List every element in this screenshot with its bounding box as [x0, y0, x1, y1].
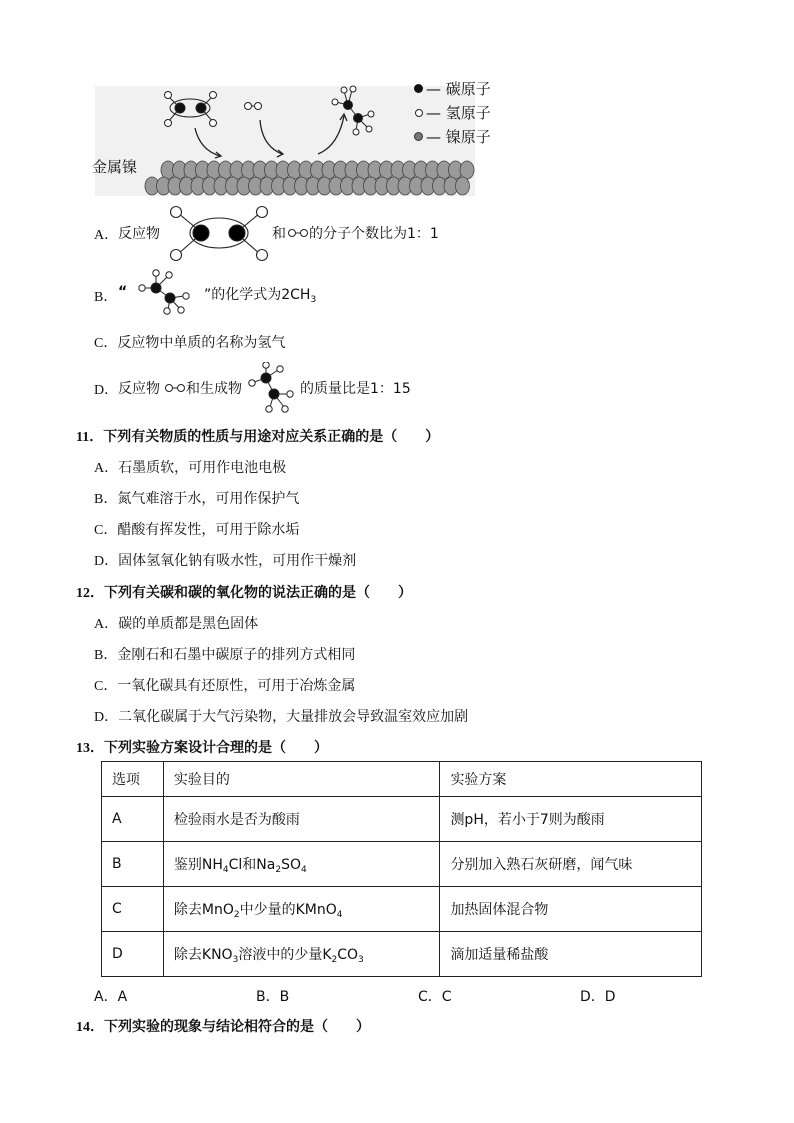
- table-cell-option: D: [102, 932, 164, 977]
- figure-legend: — 碳原子 — 氢原子 — 镍原子: [414, 78, 524, 150]
- metal-nickel-label: 金属镍: [92, 158, 138, 176]
- nickel-atom-icon: [414, 132, 423, 141]
- carbon-atom-icon: [414, 84, 423, 93]
- table-row: [102, 932, 702, 977]
- table-row: [102, 797, 702, 842]
- q13-answer-b: B．B: [256, 989, 290, 1005]
- q13-answer-a: A．A: [94, 989, 128, 1005]
- nickel-atom: [456, 177, 470, 195]
- nickel-atom: [460, 161, 474, 179]
- nickel-atom-layer: [145, 161, 474, 195]
- q11-option-a: A．石墨质软，可用作电池电极: [94, 460, 287, 476]
- experiment-table: [101, 761, 702, 977]
- table-header: 实验方案: [440, 762, 702, 797]
- hydrogen-atom-icon: [415, 109, 423, 117]
- table-cell-option: B: [102, 842, 164, 887]
- table-cell-plan: 滴加适量稀盐酸: [440, 932, 702, 977]
- table-cell-plan: 分别加入熟石灰研磨，闻气味: [440, 842, 702, 887]
- q12-stem: 12．下列有关碳和碳的氧化物的说法正确的是（ ）: [76, 585, 412, 601]
- table-cell-plan: 加热固体混合物: [440, 887, 702, 932]
- q10-option-b: B． “ ”的化学式为$2CH_3$: [94, 268, 494, 316]
- table-cell-option: C: [102, 887, 164, 932]
- table-header: 实验目的: [163, 762, 440, 797]
- table-cell-purpose: 鉴别$NH_4Cl$和$Na_2SO_4$: [163, 842, 440, 887]
- table-cell-purpose: 除去MnO$_2$中少量的KMnO$_4$: [163, 887, 440, 932]
- table-header: 选项: [102, 762, 164, 797]
- ethyl-group-molecule-icon: [134, 268, 194, 316]
- table-cell-purpose: 检验雨水是否为酸雨: [163, 797, 440, 842]
- ethane-molecule-d-icon: [244, 362, 304, 414]
- q10-option-c: C．反应物中单质的名称为氢气: [94, 335, 286, 351]
- q10-option-a: A． 反应物 和 的分子个数比为1：1: [94, 204, 494, 262]
- q12-option-d: D．二氧化碳属于大气污染物，大量排放会导致温室效应加剧: [94, 709, 469, 725]
- hydrogen-molecule-small-icon: [287, 228, 309, 238]
- q13-answer-c: C．C: [418, 989, 452, 1005]
- q12-option-c: C．一氧化碳具有还原性，可用于冶炼金属: [94, 678, 356, 694]
- q11-option-c: C．醋酸有挥发性，可用于除水垢: [94, 522, 300, 538]
- q12-option-b: B．金刚石和石墨中碳原子的排列方式相同: [94, 647, 356, 663]
- ethylene-molecule-large-icon: [164, 204, 274, 262]
- table-cell-purpose: 除去$KNO_3$溶液中的少量$K_2CO_3$: [163, 932, 440, 977]
- q12-option-a: A．碳的单质都是黑色固体: [94, 616, 259, 632]
- q13-answer-d: D．D: [580, 989, 616, 1005]
- hydrogen-molecule-d-icon: [164, 383, 186, 393]
- q10-option-d: D． 反应物 和生成物 的质量比是1：15: [94, 362, 494, 414]
- q13-stem: 13．下列实验方案设计合理的是（ ）: [76, 740, 328, 756]
- table-cell-option: A: [102, 797, 164, 842]
- table-header-row: [102, 762, 702, 797]
- table-cell-plan: 测pH，若小于7则为酸雨: [440, 797, 702, 842]
- q11-stem: 11．下列有关物质的性质与用途对应关系正确的是（ ）: [76, 429, 440, 445]
- q11-option-b: B．氮气难溶于水，可用作保护气: [94, 491, 300, 507]
- q14-stem: 14．下列实验的现象与结论相符合的是（ ）: [76, 1019, 370, 1035]
- table-row: [102, 887, 702, 932]
- table-row: [102, 842, 702, 887]
- q11-option-d: D．固体氢氧化钠有吸水性，可用作干燥剂: [94, 553, 357, 569]
- q10-b-formula: ”的化学式为2CH: [204, 287, 311, 303]
